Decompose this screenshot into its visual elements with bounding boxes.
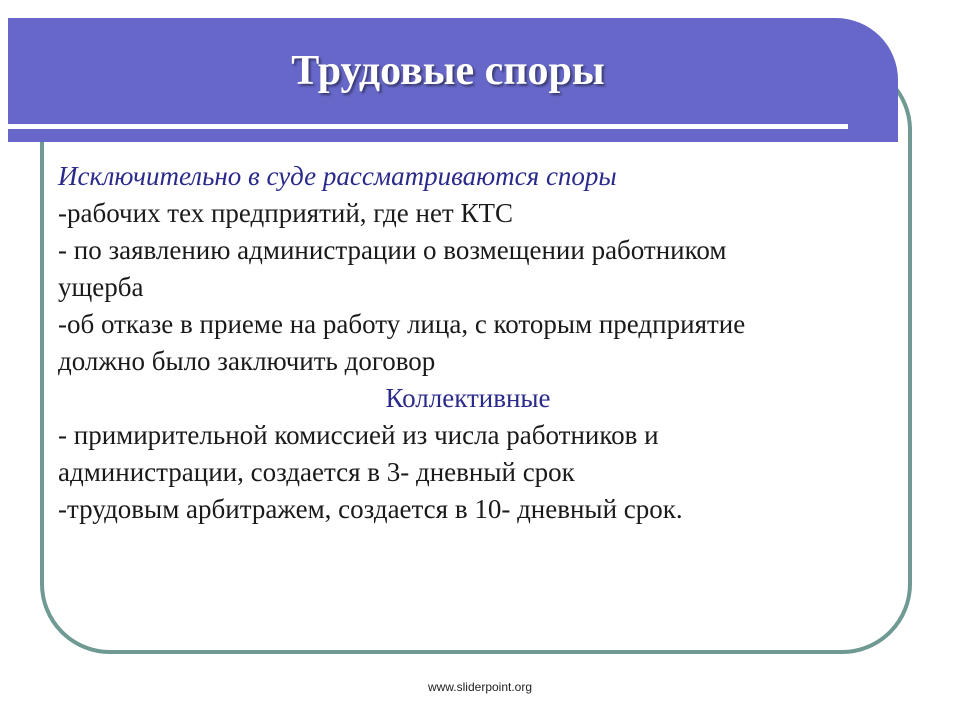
body-line-intro: Исключительно в суде рассматриваются споры [58, 161, 617, 191]
slide-title: Трудовые споры [291, 48, 605, 94]
body-line: ущерба [58, 272, 144, 302]
body-line: должно было заключить договор [58, 346, 436, 376]
body-line: - по заявлению администрации о возмещении работником [58, 235, 727, 265]
title-underline [8, 124, 848, 129]
body-line-subheading: Коллективные [385, 383, 551, 413]
body-line: -трудовым арбитражем, создается в 10- дневный срок. [58, 494, 683, 524]
body-line: -рабочих тех предприятий, где нет КТС [58, 198, 513, 228]
body-line: - примирительной комиссией из числа работников и [58, 420, 659, 450]
slide-body [58, 158, 898, 528]
body-line: -об отказе в приеме на работу лица, с которым предприятие [58, 309, 746, 339]
body-line: администрации, создается в 3- дневный срок [58, 457, 575, 487]
footer-url: www.sliderpoint.org [427, 680, 533, 694]
